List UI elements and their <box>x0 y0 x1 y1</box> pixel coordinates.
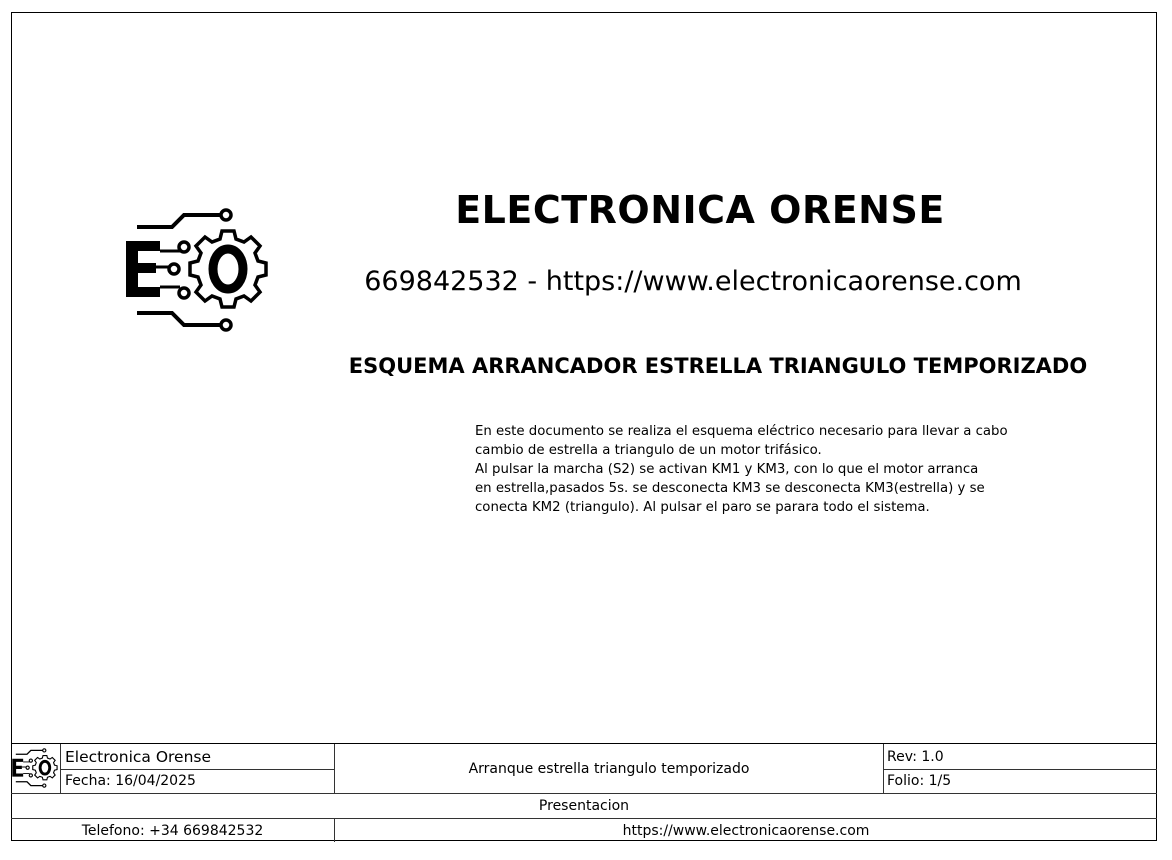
description-line: cambio de estrella a triangulo de un motor trifásico. <box>475 443 822 458</box>
company-name: ELECTRONICA ORENSE <box>455 188 945 232</box>
tb-revision: Rev: 1.0 <box>887 748 944 765</box>
description-line: En este documento se realiza el esquema eléctrico necesario para llevar a cabo <box>475 424 1008 439</box>
divider <box>60 744 61 793</box>
title-block <box>11 743 1157 842</box>
tb-phone: Telefono: +34 669842532 <box>81 822 264 839</box>
description-line: Al pulsar la marcha (S2) se activan KM1 y KM3, con lo que el motor arranca <box>475 462 979 477</box>
tb-website: https://www.electronicaorense.com <box>622 822 870 839</box>
tb-company: Electronica Orense <box>65 747 212 766</box>
document-title: ESQUEMA ARRANCADOR ESTRELLA TRIANGULO TEMPORIZADO <box>348 354 1088 378</box>
tb-sheet: Folio: 1/5 <box>887 773 952 789</box>
description-line: conecta KM2 (triangulo). Al pulsar el paro se parara todo el sistema. <box>475 500 930 515</box>
company-logo <box>122 205 272 335</box>
tb-date: Fecha: 16/04/2025 <box>65 773 196 789</box>
document-description <box>475 422 1015 517</box>
divider <box>883 744 884 793</box>
tb-section: Presentacion <box>538 798 630 814</box>
description-line: en estrella,pasados 5s. se desconecta KM3 se desconecta KM3(estrella) y se <box>475 481 985 496</box>
title-block-logo <box>11 747 59 789</box>
company-contact: 669842532 - https://www.electronicaorense.com <box>364 266 1022 297</box>
tb-project: Arranque estrella triangulo temporizado <box>468 760 750 777</box>
